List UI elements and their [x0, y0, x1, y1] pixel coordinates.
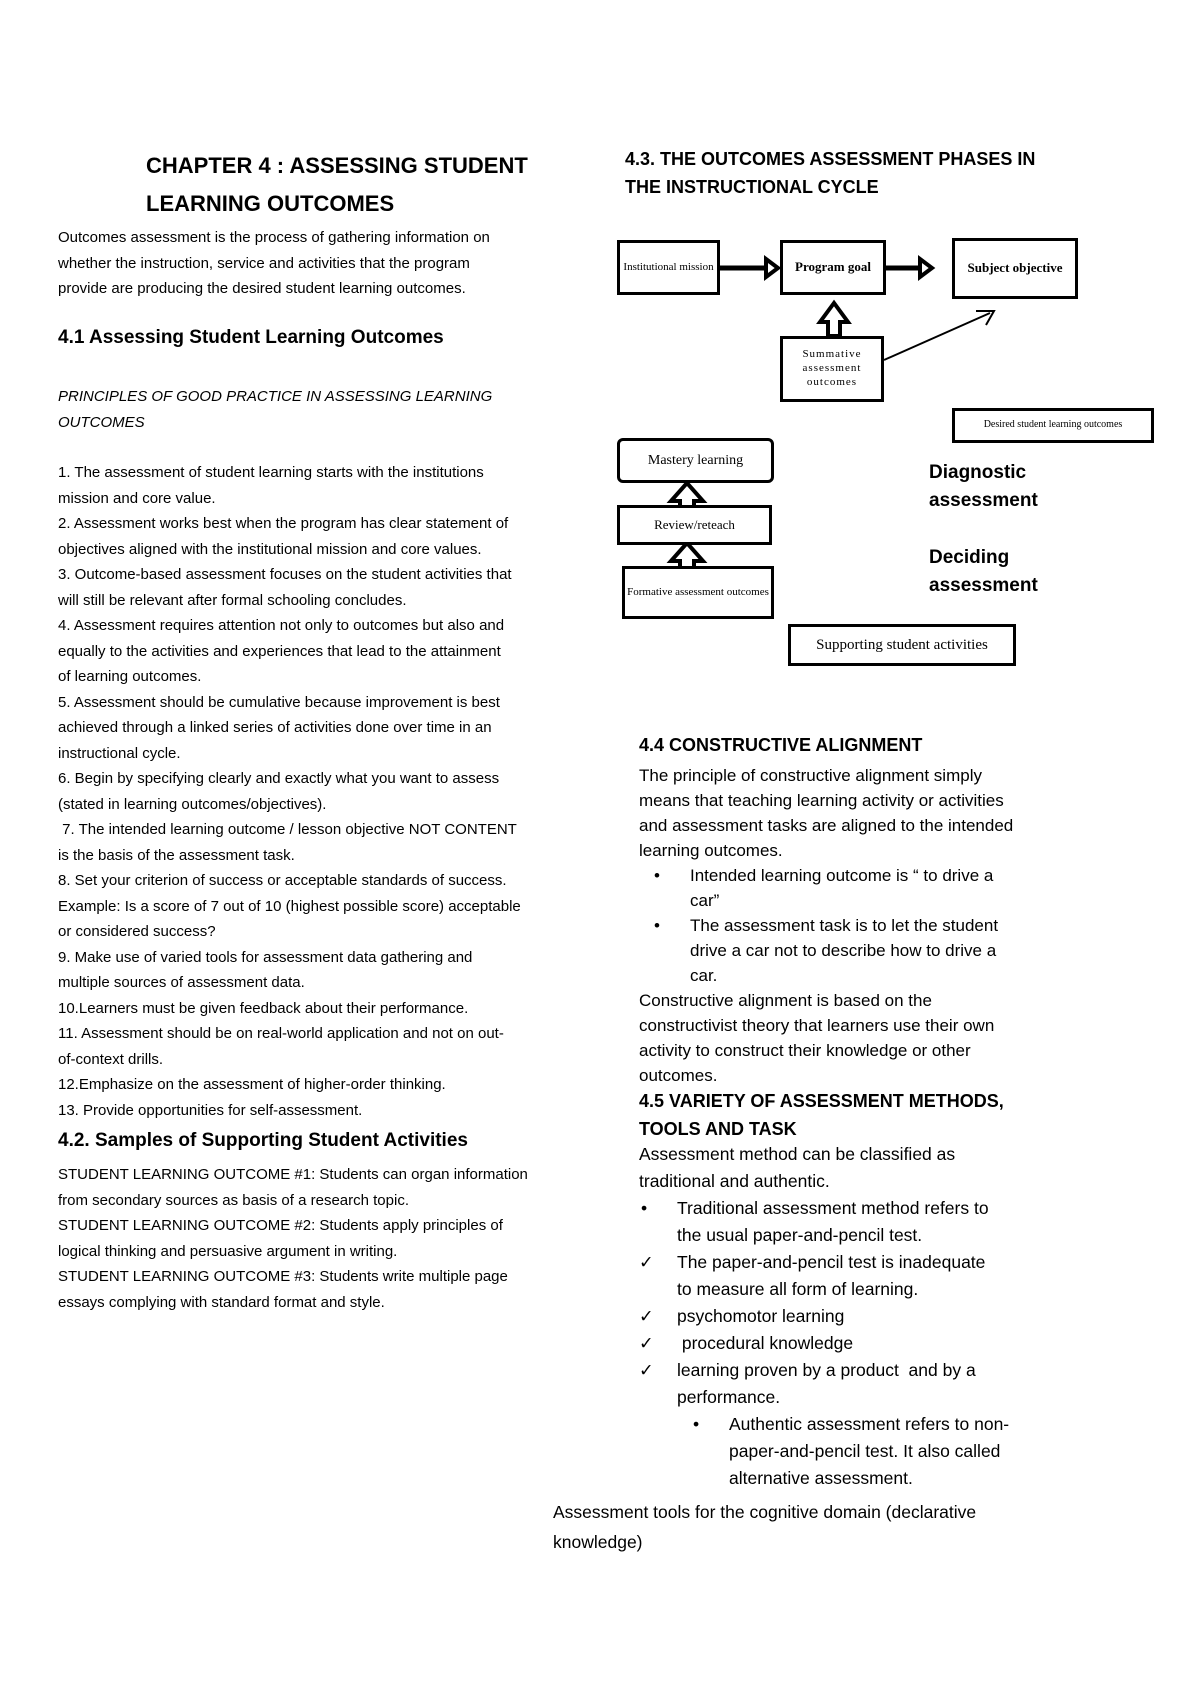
- principle-line: 9. Make use of varied tools for assessment data gathering and: [58, 948, 473, 966]
- principle-line: multiple sources of assessment data.: [58, 974, 305, 991]
- principle-line: instructional cycle.: [58, 744, 181, 762]
- mastery-learning-box: Mastery learning: [617, 438, 774, 483]
- authentic-line: paper-and-pencil test. It also called: [729, 1441, 1001, 1461]
- principle-line: objectives aligned with the institutional mission and core values.: [58, 540, 482, 558]
- up-arrow: [820, 303, 848, 336]
- constructive-alignment-text: [639, 763, 1069, 1088]
- ca-bullet-line: The assessment task is to let the student: [690, 916, 999, 935]
- section-43-line1: 4.3. THE OUTCOMES ASSESSMENT PHASES IN: [625, 149, 1036, 169]
- ca-line: Constructive alignment is based on the: [639, 991, 932, 1010]
- checkmark-icon: ✓: [639, 1306, 654, 1326]
- checkmark-icon: ✓: [639, 1360, 654, 1380]
- sample-line: from secondary sources as basis of a research topic.: [58, 1191, 409, 1209]
- principle-line: or considered success?: [58, 923, 216, 940]
- check-line: learning proven by a product and by a: [677, 1360, 976, 1380]
- traditional-bullet-item: [639, 1195, 1079, 1249]
- subject-objective-box: Subject objective: [952, 238, 1078, 299]
- arrow-head: [920, 259, 932, 277]
- authentic-bullet-item: [639, 1411, 1079, 1492]
- formative-assessment-box: Formative assessment outcomes: [622, 566, 774, 619]
- section-43-line2: THE INSTRUCTIONAL CYCLE: [625, 177, 879, 197]
- principle-line: Example: Is a score of 7 out of 10 (highest possible score) acceptable: [58, 897, 521, 915]
- bullet-icon: •: [693, 1414, 700, 1434]
- ca-bullet-item: [639, 863, 1069, 913]
- sample-line: STUDENT LEARNING OUTCOME #3: Students write multiple page: [58, 1268, 508, 1285]
- diagnostic-line: Diagnostic: [929, 462, 1027, 483]
- ca-bullet-item: [639, 913, 1069, 988]
- ca-bullet-line: drive a car not to describe how to drive a: [690, 941, 997, 960]
- sample-line: essays complying with standard format and style.: [58, 1293, 385, 1311]
- ca-line: activity to construct their knowledge or other: [639, 1041, 971, 1060]
- principle-line: is the basis of the assessment task.: [58, 846, 295, 864]
- samples-list: [58, 1162, 588, 1315]
- principle-line: achieved through a linked series of activities done over time in an: [58, 719, 492, 736]
- principle-line: 2. Assessment works best when the program has clear statement of: [58, 515, 509, 532]
- principle-line: mission and core value.: [58, 489, 216, 507]
- authentic-line: Authentic assessment refers to non-: [729, 1414, 1010, 1434]
- bullet-icon: •: [641, 1198, 648, 1218]
- desired-outcomes-box: Desired student learning outcomes: [952, 408, 1154, 443]
- diagnostic-assessment-label: [929, 459, 1038, 515]
- principle-line: 3. Outcome-based assessment focuses on the student activities that: [58, 566, 512, 583]
- check-item: [639, 1249, 1079, 1303]
- principle-line: (stated in learning outcomes/objectives).: [58, 795, 327, 813]
- deciding-line: Deciding: [929, 547, 1010, 568]
- intro-line: provide are producing the desired student learning outcomes.: [58, 280, 466, 297]
- principle-line: 1. The assessment of student learning starts with the institutions: [58, 464, 484, 481]
- check-line: psychomotor learning: [677, 1306, 845, 1326]
- section-44-heading: 4.4 CONSTRUCTIVE ALIGNMENT: [639, 735, 923, 755]
- principles-heading-line: PRINCIPLES OF GOOD PRACTICE IN ASSESSING LEARNING: [58, 388, 493, 405]
- principle-line: 13. Provide opportunities for self-assessment.: [58, 1101, 363, 1119]
- principle-line: equally to the activities and experiences that lead to the attainment: [58, 642, 501, 660]
- bullet-icon: •: [654, 916, 660, 935]
- ca-line: outcomes.: [639, 1066, 718, 1085]
- principle-line: 11. Assessment should be on real-world application and not on out-: [58, 1025, 504, 1042]
- principle-line: 4. Assessment requires attention not only to outcomes but also and: [58, 617, 505, 634]
- section-45-line2: TOOLS AND TASK: [639, 1119, 797, 1139]
- tools-line: knowledge): [553, 1532, 643, 1552]
- summative-assessment-box: Summative assessment outcomes: [780, 336, 884, 402]
- traditional-line: Traditional assessment method refers to: [677, 1198, 989, 1218]
- principle-line: 6. Begin by specifying clearly and exactly what you want to assess: [58, 770, 500, 787]
- bullet-icon: •: [654, 866, 660, 885]
- check-item: [639, 1303, 1079, 1330]
- principles-heading-line: OUTCOMES: [58, 413, 145, 431]
- check-item: [639, 1330, 1079, 1357]
- principle-line: 5. Assessment should be cumulative because improvement is best: [58, 693, 500, 711]
- supporting-activities-box: Supporting student activities: [788, 624, 1016, 666]
- chapter-title-line2: LEARNING OUTCOMES: [146, 191, 395, 216]
- authentic-line: alternative assessment.: [729, 1468, 913, 1488]
- checkmark-icon: ✓: [639, 1252, 654, 1272]
- ca-bullet-line: car.: [690, 966, 718, 985]
- chapter-title-line1: CHAPTER 4 : ASSESSING STUDENT: [146, 153, 528, 178]
- section-45-line1: 4.5 VARIETY OF ASSESSMENT METHODS,: [639, 1091, 1004, 1111]
- traditional-line: the usual paper-and-pencil test.: [677, 1225, 923, 1245]
- section-42-heading: 4.2. Samples of Supporting Student Activities: [58, 1130, 468, 1151]
- intro-line: whether the instruction, service and activities that the program: [58, 254, 470, 272]
- section-45-heading: [639, 1087, 1004, 1143]
- methods-line: Assessment method can be classified as: [639, 1144, 956, 1164]
- check-line: performance.: [677, 1387, 781, 1407]
- principle-line: 10.Learners must be given feedback about their performance.: [58, 999, 469, 1017]
- assessment-methods-text: [639, 1141, 1079, 1492]
- principle-line: of learning outcomes.: [58, 668, 202, 685]
- checkmark-icon: ✓: [639, 1333, 654, 1353]
- deciding-line: assessment: [929, 575, 1038, 596]
- ca-line: constructivist theory that learners use their own: [639, 1016, 995, 1035]
- ca-bullet-line: Intended learning outcome is “ to drive a: [690, 866, 994, 885]
- ca-line: and assessment tasks are aligned to the intended: [639, 816, 1014, 835]
- sample-line: logical thinking and persuasive argument in writing.: [58, 1242, 398, 1260]
- principle-line: 7. The intended learning outcome / lesson objective NOT CONTENT: [58, 821, 517, 838]
- principle-line: 12.Emphasize on the assessment of higher-order thinking.: [58, 1076, 446, 1093]
- check-line: to measure all form of learning.: [677, 1279, 919, 1299]
- check-line: The paper-and-pencil test is inadequate: [677, 1252, 986, 1272]
- intro-line: Outcomes assessment is the process of gathering information on: [58, 229, 490, 246]
- sample-line: STUDENT LEARNING OUTCOME #2: Students apply principles of: [58, 1217, 503, 1234]
- arrow-head: [766, 259, 778, 277]
- section-41-heading: 4.1 Assessing Student Learning Outcomes: [58, 327, 444, 348]
- ca-line: means that teaching learning activity or activities: [639, 791, 1004, 810]
- ca-line: The principle of constructive alignment simply: [639, 766, 982, 785]
- assessment-tools-text: [553, 1497, 1113, 1557]
- diagonal-arrow-line: [884, 313, 990, 360]
- principle-line: will still be relevant after formal schooling concludes.: [58, 591, 407, 609]
- diagnostic-line: assessment: [929, 490, 1038, 511]
- tools-line: Assessment tools for the cognitive domain (declarative: [553, 1502, 977, 1522]
- review-reteach-box: Review/reteach: [617, 505, 772, 545]
- check-line: procedural knowledge: [677, 1333, 854, 1353]
- principle-line: of-context drills.: [58, 1050, 164, 1068]
- methods-line: traditional and authentic.: [639, 1171, 830, 1191]
- ca-line: learning outcomes.: [639, 841, 783, 860]
- deciding-assessment-label: [929, 544, 1038, 600]
- program-goal-box: Program goal: [780, 240, 886, 295]
- sample-line: STUDENT LEARNING OUTCOME #1: Students can organ information: [58, 1166, 528, 1183]
- institutional-mission-box: Institutional mission: [617, 240, 720, 295]
- ca-bullet-line: car”: [690, 891, 720, 910]
- principle-line: 8. Set your criterion of success or acceptable standards of success.: [58, 872, 507, 889]
- check-item: [639, 1357, 1079, 1411]
